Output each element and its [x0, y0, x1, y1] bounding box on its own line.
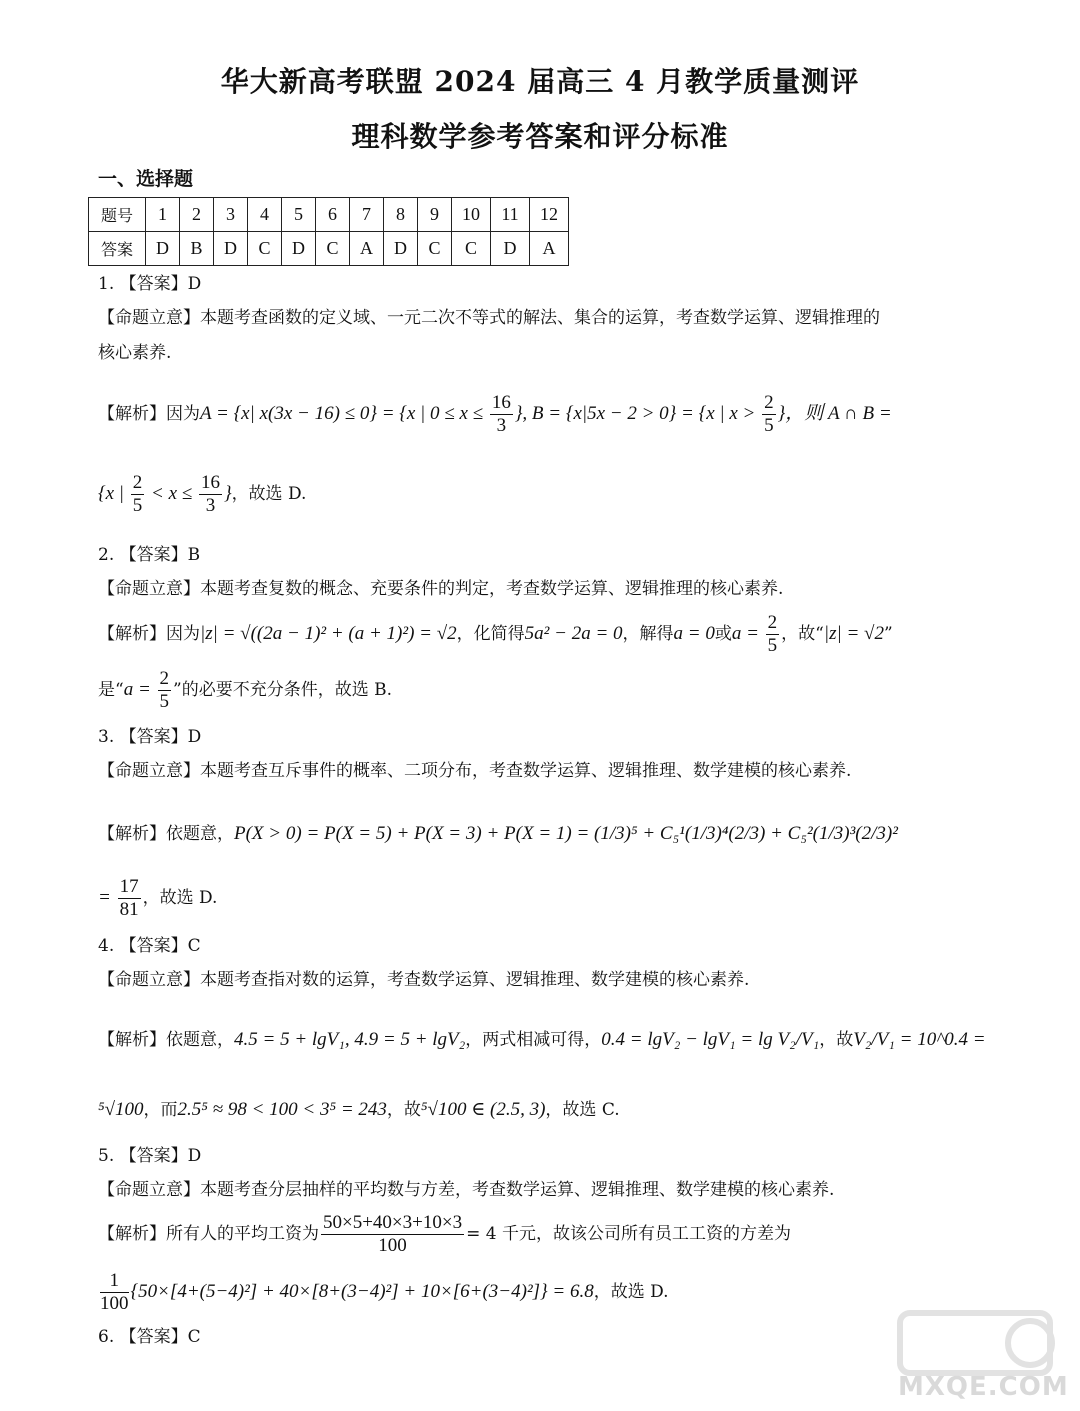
- answer-table: [88, 197, 569, 266]
- q2-intent: 【命题立意】本题考查复数的概念、充要条件的判定，考查数学运算、逻辑推理的核心素养.: [98, 579, 784, 599]
- section-heading: 一、选择题: [98, 168, 194, 190]
- q3-intent: 【命题立意】本题考查互斥事件的概率、二项分布，考查数学运算、逻辑推理、数学建模的核心素养.: [98, 761, 852, 781]
- q3-answer: 3. 【答案】D: [98, 727, 202, 747]
- q5-intent: 【命题立意】本题考查分层抽样的平均数与方差，考查数学运算、逻辑推理、数学建模的核心素养.: [98, 1180, 835, 1200]
- q5-analysis-line1: 【解析】所有人的平均工资为 $\frac{50\times 5+40\times 3+10\times 3}{100}$ = 4 千元，故该公司所有员工工资的方差为: [98, 1212, 791, 1256]
- q6-answer: 6. 【答案】C: [98, 1327, 201, 1347]
- q1-intent-line2: 核心素养.: [98, 343, 172, 363]
- q1-answer: 1. 【答案】D: [98, 274, 202, 294]
- watermark-text: MXQE.COM: [898, 1372, 1069, 1402]
- q5-answer: 5. 【答案】D: [98, 1146, 202, 1166]
- q4-intent: 【命题立意】本题考查指对数的运算，考查数学运算、逻辑推理、数学建模的核心素养.: [98, 970, 750, 990]
- q1-analysis-line2: {x | $\frac{2}{5}$ < x ≤ $\frac{16}{3}$ }，故选 D.: [98, 472, 307, 516]
- row-label: 题号: [89, 198, 146, 232]
- q4-analysis-line1: 【解析】依题意，4.5 = 5 + lgV₁, 4.9 = 5 + lgV₂，两式相减可得，0.4 = lgV₂ − lgV₁ = lg V₂/V₁，故V₂/V₁ = 10^0.4 =: [98, 1029, 986, 1050]
- table-row-numbers: 题号 1 2 3 4 5 6 7 8 9 10 11 12: [89, 198, 569, 232]
- q1-intent-line1: 【命题立意】本题考查函数的定义域、一元二次不等式的解法、集合的运算，考查数学运算、逻辑推理的: [98, 308, 880, 328]
- q5-analysis-line2: $\frac{1}{100}$ {50×[4+(5−4)²] + 40×[8+(3−4)²] + 10×[6+(3−4)²]} = 6.8，故选 D.: [100, 1270, 669, 1314]
- table-row-answers: 答案 D B D C D C A D C C D A: [89, 232, 569, 266]
- q2-answer: 2. 【答案】B: [98, 545, 201, 565]
- q4-analysis-line2: ⁵√100，而2.5⁵ ≈ 98 < 100 < 3⁵ = 243，故⁵√100 ∈ (2.5, 3)，故选 C.: [98, 1099, 620, 1120]
- q2-analysis-line2: 是“a = $\frac{2}{5}$ ”的必要不充分条件，故选 B.: [98, 668, 393, 712]
- q4-answer: 4. 【答案】C: [98, 936, 201, 956]
- page-title: 华大新高考联盟 2024 届高三 4 月教学质量测评: [220, 65, 860, 98]
- q3-analysis-line2: = $\frac{17}{81}$ ，故选 D.: [98, 876, 218, 920]
- page-subtitle: 理科数学参考答案和评分标准: [351, 120, 729, 153]
- q1-analysis-line1: 【解析】因为A = {x| x(3x − 16) ≤ 0} = {x | 0 ≤ x ≤ $\frac{16}{3}$ }, B = {x|5x − 2 > 0} = {x | x > $\frac{2}{5}$ }，则 A ∩ B =: [98, 392, 892, 436]
- q2-analysis-line1: 【解析】因为|z| = √((2a − 1)² + (a + 1)²) = √2，化简得5a² − 2a = 0，解得a = 0或a = $\frac{2}{5}$ ，故“|z| = √2”: [98, 612, 893, 656]
- row-label: 答案: [89, 232, 146, 266]
- q3-analysis-line1: 【解析】依题意，P(X > 0) = P(X = 5) + P(X = 3) + P(X = 1) = (1/3)⁵ + C₅¹(1/3)⁴(2/3) + C₅²(1/3)³(2/3)²: [98, 823, 898, 844]
